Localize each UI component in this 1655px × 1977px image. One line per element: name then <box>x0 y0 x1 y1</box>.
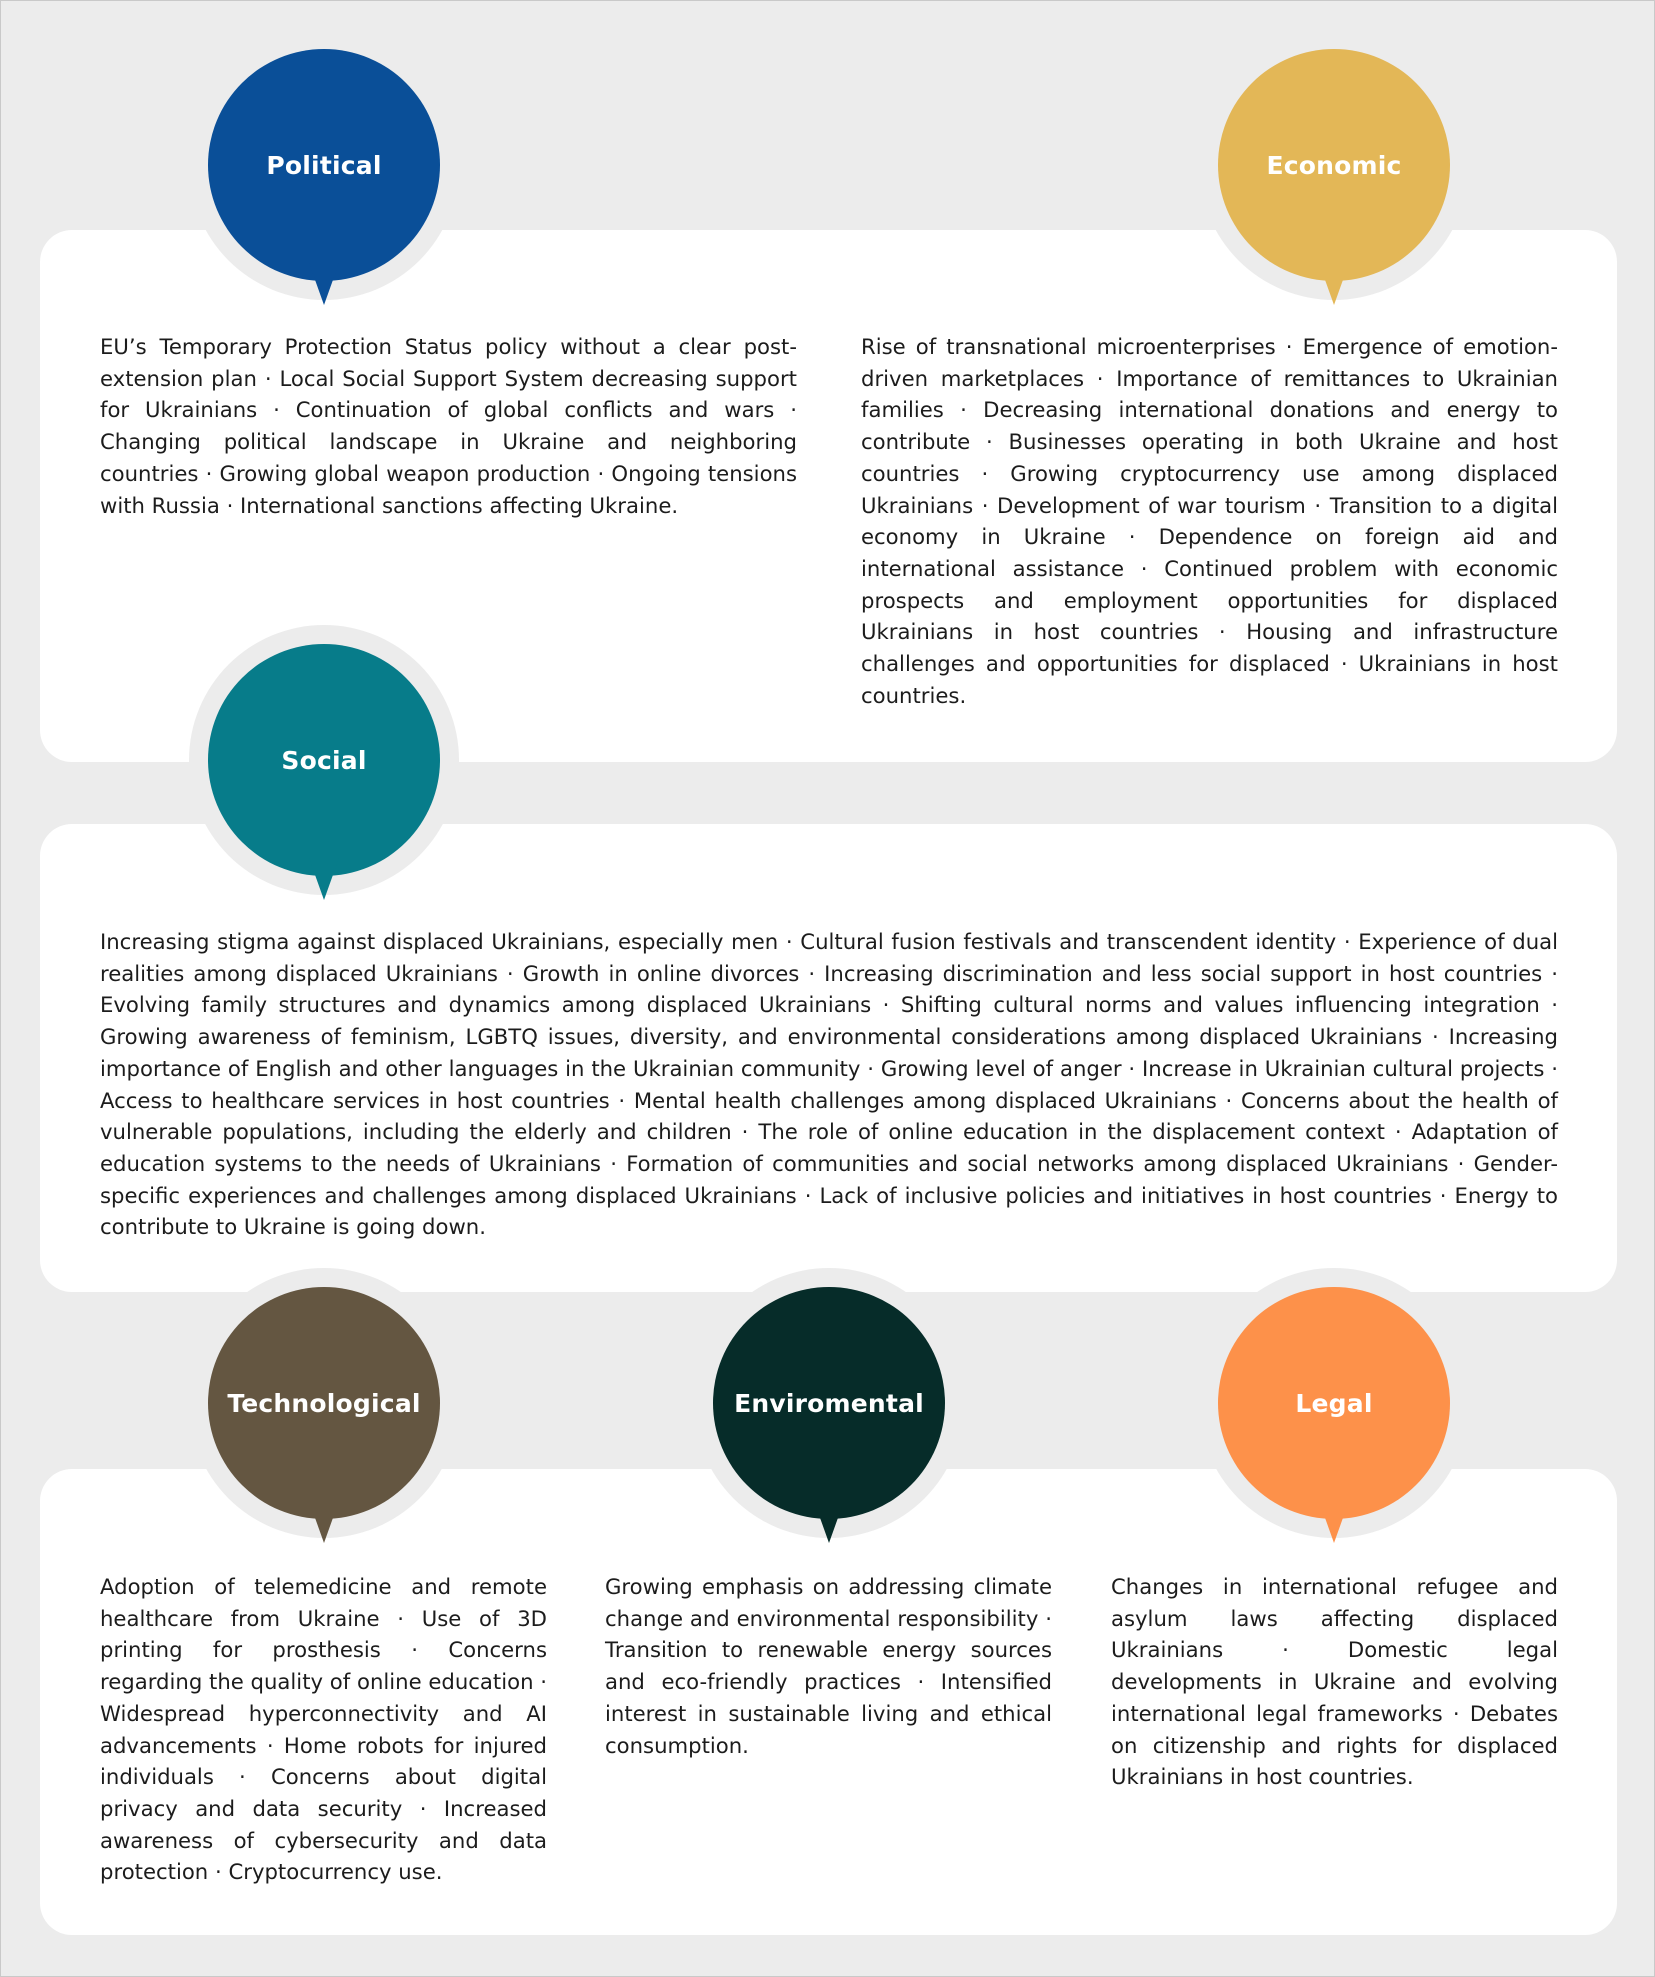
technological-pointer <box>309 1501 339 1543</box>
economic-pointer <box>1319 263 1349 305</box>
environmental-title: Enviromental <box>734 1388 924 1418</box>
social-pointer <box>309 858 339 900</box>
political-title: Political <box>266 150 382 180</box>
political-text: EU’s Temporary Protection Status policy without a clear post-extension plan · Local Social Support System decreasing support for Ukrainians · Continuation of global conflicts and wars · Changing political landscape in Ukraine and neighboring countries · Growing global weapon production · Ongoing tensions with Russia · International sanctions affecting Ukraine. <box>100 334 797 518</box>
social-text: Increasing stigma against displaced Ukrainians, especially men · Cultural fusion festivals and transcendent identity · Experience of dual realities among displaced Ukrainians · Growth in online divorces · Increasing discrimination and less social support in host countries · Evolving family structures and dynamics among displaced Ukrainians · Shifting cultural norms and values influencing integration · Growing awareness of feminism, LGBTQ issues, diversity, and environmental considerations among displaced Ukrainians · Increasing importance of English and other languages in the Ukrainian community · Growing level of anger · Increase in Ukrainian cultural projects · Access to healthcare services in host countries · Mental health challenges among displaced Ukrainians · Concerns about the health of vulnerable populations, including the elderly and children · The role of online education in the displacement context · Adaptation of education systems to the needs of Ukrainians · Formation of communities and social networks among displaced Ukrainians · Gender-specific experiences and challenges among displaced Ukrainians · Lack of inclusive policies and initiatives in host countries · Energy to contribute to Ukraine is going down. <box>100 929 1558 1240</box>
legal-bubble <box>1218 1287 1450 1519</box>
political-pointer <box>309 263 339 305</box>
technological-title: Technological <box>227 1388 421 1418</box>
economic-text: Rise of transnational microenterprises · Emergence of emotion-driven marketplaces · Importance of remittances to Ukrainian families · Decreasing international donations and energy to contribute · Businesses operating in both Ukraine and host countries · Growing cryptocurrency use among displaced Ukrainians · Development of war tourism · Transition to a digital economy in Ukraine · Dependence on foreign aid and international assistance · Continued problem with economic prospects and employment opportunities for displaced Ukrainians in host countries · Housing and infrastructure challenges and opportunities for displaced · Ukrainians in host countries. <box>861 334 1558 708</box>
technological-text: Adoption of telemedicine and remote healthcare from Ukraine · Use of 3D printing for prosthesis · Concerns regarding the quality of online education · Widespread hyperconnectivity and AI advancements · Home robots for injured individuals · Concerns about digital privacy and data security · Increased awareness of cybersecurity and data protection · Cryptocurrency use. <box>100 1574 547 1885</box>
environmental-pointer <box>814 1501 844 1543</box>
social-title: Social <box>281 745 367 775</box>
legal-text: Changes in international refugee and asylum laws affecting displaced Ukrainians · Domestic legal developments in Ukraine and evolving international legal frameworks · Debates on citizenship and rights for displaced Ukrainians in host countries. <box>1111 1574 1558 1790</box>
political-bubble <box>208 49 440 281</box>
legal-title: Legal <box>1295 1388 1373 1418</box>
economic-bubble <box>1218 49 1450 281</box>
environmental-bubble <box>713 1287 945 1519</box>
legal-pointer <box>1319 1501 1349 1543</box>
economic-title: Economic <box>1266 150 1402 180</box>
environmental-text: Growing emphasis on addressing climate change and environmental responsibility · Transition to renewable energy sources and eco-friendly practices · Intensified interest in sustainable living and ethical consumption. <box>605 1574 1052 1758</box>
technological-bubble <box>208 1287 440 1519</box>
social-bubble <box>208 644 440 876</box>
